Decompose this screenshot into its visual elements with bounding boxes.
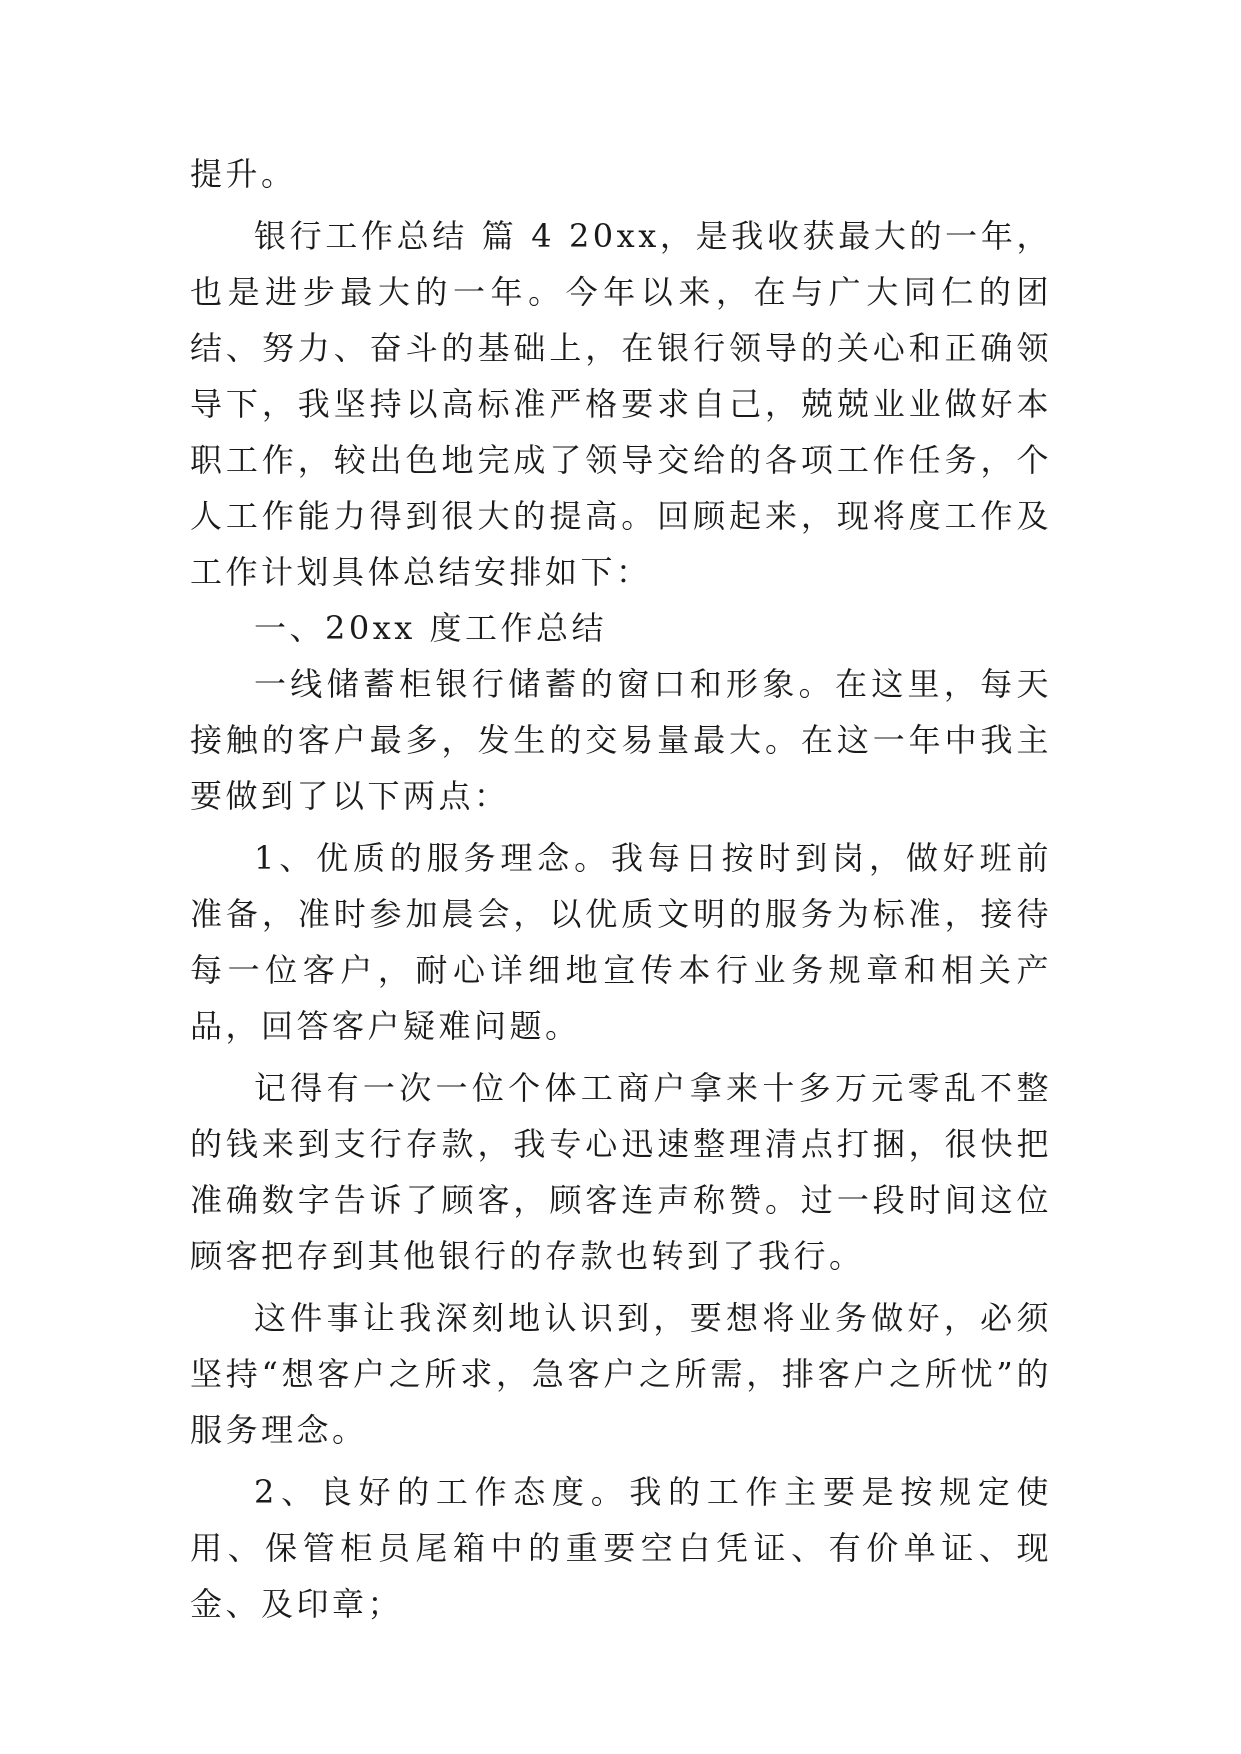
paragraph-anecdote: 记得有一次一位个体工商户拿来十多万元零乱不整的钱来到支行存款，我专心迅速整理清点打捆，很快把准确数字告诉了顾客，顾客连声称赞。过一段时间这位顾客把存到其他银行的存款也转到了我行。: [190, 1069, 1052, 1275]
paragraph-service-concept: 1、优质的服务理念。我每日按时到岗，做好班前准备，准时参加晨会，以优质文明的服务为标准，接待每一位客户，耐心详细地宣传本行业务规章和相关产品，回答客户疑难问题。: [190, 839, 1052, 1045]
section-heading: 一、20xx 度工作总结: [254, 609, 607, 647]
paragraph-continuation: 提升。: [190, 155, 297, 193]
paragraph-intro: 银行工作总结 篇 4 20xx，是我收获最大的一年，也是进步最大的一年。今年以来，在与广大同仁的团结、努力、奋斗的基础上，在银行领导的关心和正确领导下，我坚持以高标准严格要求自己，兢兢业业做好本职工作，较出色地完成了领导交给的各项工作任务，个人工作能力得到很大的提高。回顾起来，现将度工作及工作计划具体总结安排如下：: [190, 217, 1052, 591]
paragraph-reflection: 这件事让我深刻地认识到，要想将业务做好，必须坚持“想客户之所求，急客户之所需，排客户之所忧”的服务理念。: [190, 1299, 1052, 1449]
paragraph-counter-role: 一线储蓄柜银行储蓄的窗口和形象。在这里，每天接触的客户最多，发生的交易量最大。在这一年中我主要做到了以下两点：: [190, 665, 1052, 815]
document-body: [190, 146, 1052, 1638]
paragraph-work-attitude: 2、良好的工作态度。我的工作主要是按规定使用、保管柜员尾箱中的重要空白凭证、有价单证、现金、及印章；: [190, 1473, 1052, 1623]
